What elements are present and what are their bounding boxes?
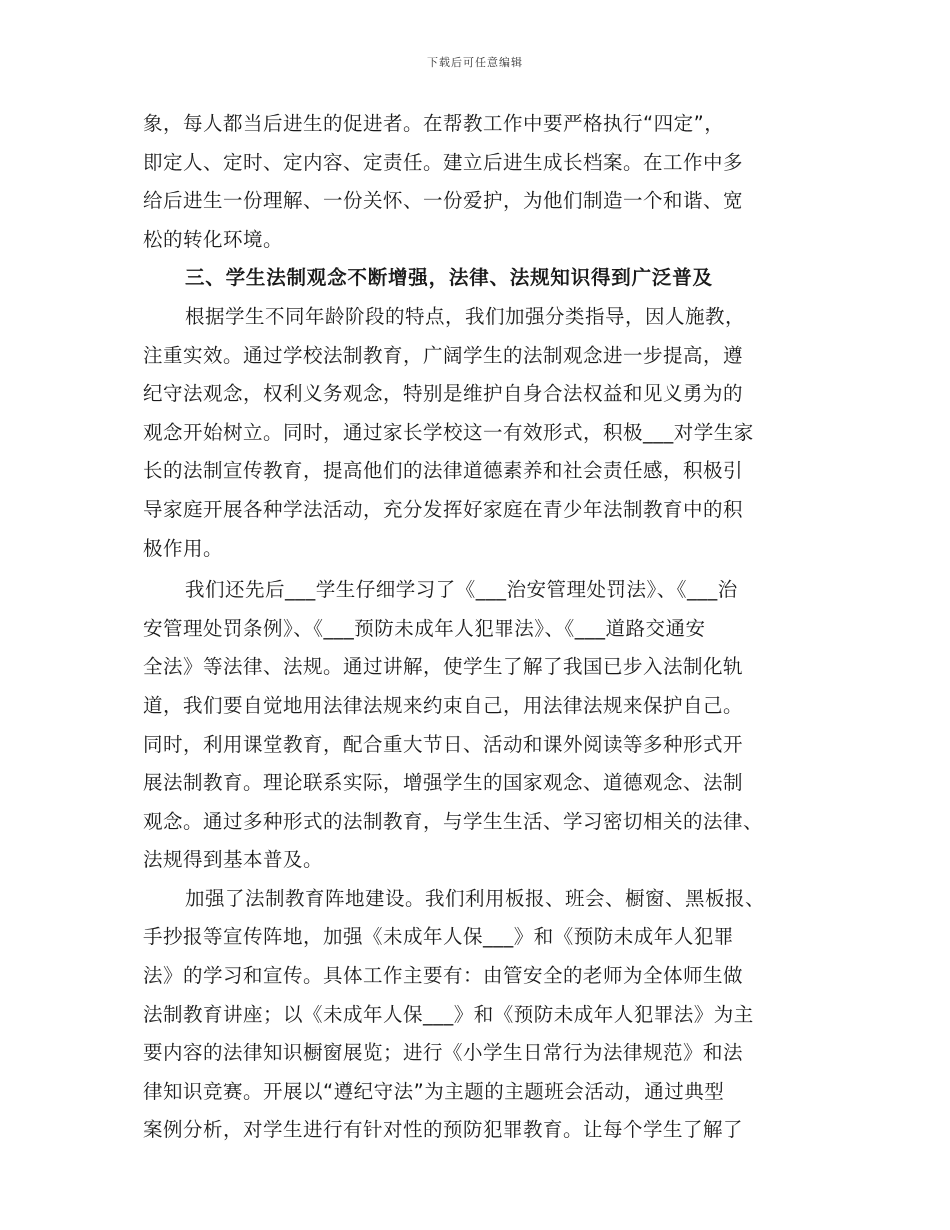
paragraph-first-line: 加强了法制教育阵地建设。我们利用板报、班会、橱窗、黑板报、: [185, 886, 766, 910]
section-heading: 三、学生法制观念不断增强，法律、法规知识得到广泛普及: [185, 266, 713, 290]
text-line: 道，我们要自觉地用法律法规来约束自己，用法律法规来保护自己。: [143, 693, 744, 717]
text-line: 要内容的法律知识橱窗展览；进行《小学生日常行为法律规范》和法: [143, 1041, 744, 1065]
text-line: 律知识竞赛。开展以“遵纪守法”为主题的主题班会活动，通过典型: [143, 1079, 725, 1103]
text-line: 象，每人都当后进生的促进者。在帮教工作中要严格执行“四定”，: [143, 112, 725, 135]
text-line: 纪守法观念，权利义务观念，特别是维护自身合法权益和见义勇为的: [143, 382, 744, 406]
paragraph-first-line: 我们还先后___学生仔细学习了《___治安管理处罚法》、《___治: [185, 578, 738, 602]
text-line: 即定人、定时、定内容、定责任。建立后进生成长档案。在工作中多: [143, 150, 744, 174]
text-line: 注重实效。通过学校法制教育，广阔学生的法制观念进一步提高，遵: [143, 343, 744, 367]
text-line: 长的法制宣传教育，提高他们的法律道德素养和社会责任感，积极引: [143, 459, 744, 483]
text-line: 法制教育讲座；以《未成年人保___》和《预防未成年人犯罪法》为主: [143, 1002, 754, 1026]
text-line: 极作用。: [143, 536, 224, 560]
text-line: 安管理处罚条例》、《___预防未成年人犯罪法》、《___道路交通安: [143, 616, 706, 640]
text-line: 给后进生一份理解、一份关怀、一份爱护，为他们制造一个和谐、宽: [143, 189, 744, 213]
body-text: [143, 105, 813, 1150]
text-line: 同时，利用课堂教育，配合重大节日、活动和课外阅读等多种形式开: [143, 732, 744, 756]
text-line: 案例分析，对学生进行有针对性的预防犯罪教育。让每个学生了解了: [143, 1118, 744, 1142]
paragraph-first-line: 根据学生不同年龄阶段的特点，我们加强分类指导，因人施教，: [185, 304, 746, 328]
text-line: 导家庭开展各种学法活动，充分发挥好家庭在青少年法制教育中的积: [143, 497, 744, 521]
text-line: 观念开始树立。同时，通过家长学校这一有效形式，积极___对学生家: [143, 420, 754, 444]
text-line: 法规得到基本普及。: [143, 848, 324, 872]
text-line: 全法》等法律、法规。通过讲解，使学生了解了我国已步入法制化轨: [143, 655, 744, 679]
text-line: 观念。通过多种形式的法制教育，与学生生活、学习密切相关的法律、: [143, 809, 764, 833]
text-line: 法》的学习和宣传。具体工作主要有：由管安全的老师为全体师生做: [143, 964, 744, 988]
text-line: 展法制教育。理论联系实际，增强学生的国家观念、道德观念、法制: [143, 771, 744, 795]
text-line: 手抄报等宣传阵地，加强《未成年人保___》和《预防未成年人犯罪: [143, 925, 734, 949]
text-line: 松的转化环境。: [143, 227, 284, 251]
header-note: 下载后可任意编辑: [427, 56, 523, 69]
